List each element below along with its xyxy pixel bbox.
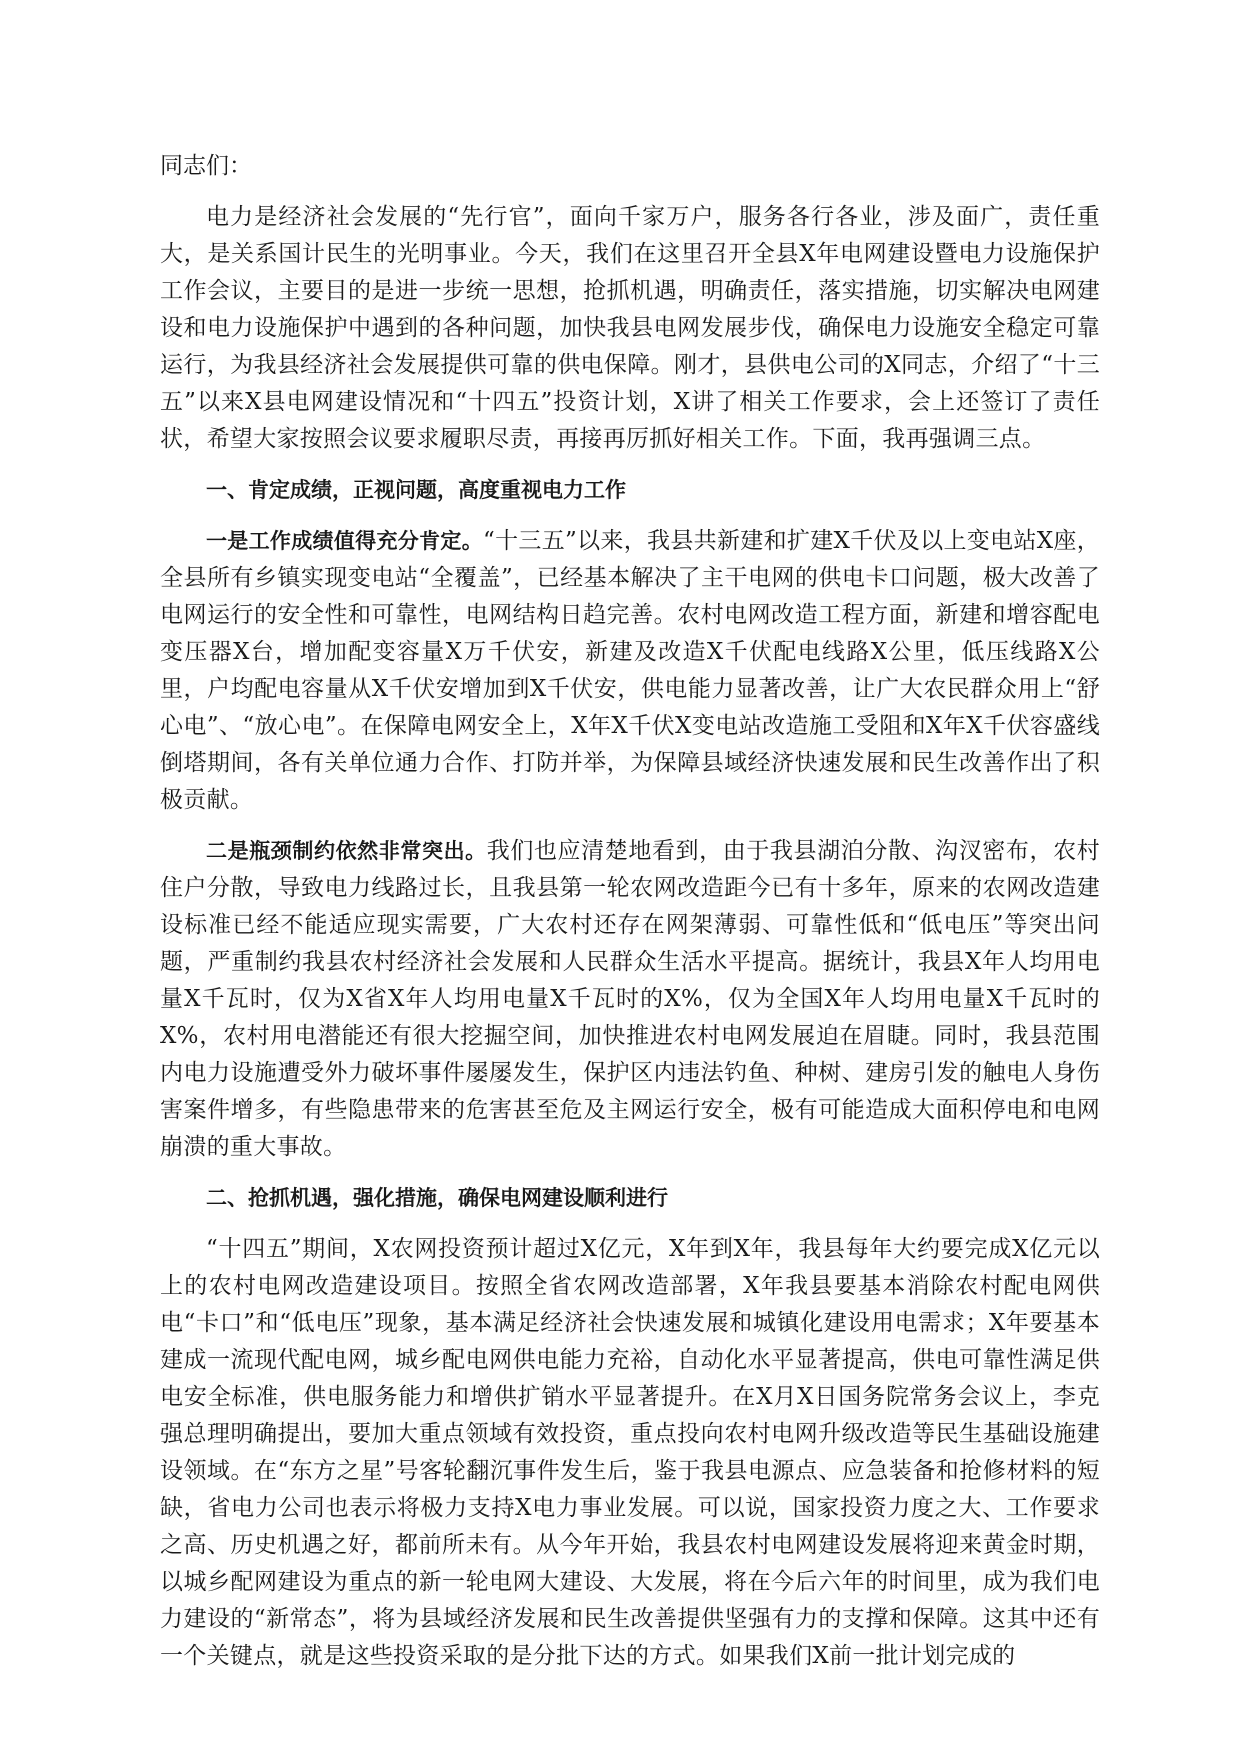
paragraph-achievements [160,523,1100,819]
paragraph-body: “十三五”以来，我县共新建和扩建X千伏及以上变电站X座，全县所有乡镇实现变电站“全覆盖”，已经基本解决了主干电网的供电卡口问题，极大改善了电网运行的安全性和可靠性，电网结构日趋完善。农村电网改造工程方面，新建和增容配电变压器X台，增加配变容量X万千伏安，新建及改造X千伏配电线路X公里，低压线路X公里，户均配电容量从X千伏安增加到X千伏安，供电能力显著改善，让广大农民群众用上“舒心电”、“放心电”。在保障电网安全上，X年X千伏X变电站改造施工受阻和X年X千伏容盛线倒塔期间，各有关单位通力合作、打防并举，为保障县域经济快速发展和民生改善作出了积极贡献。 [160,528,1100,813]
intro-paragraph: 电力是经济社会发展的“先行官”，面向千家万户，服务各行各业，涉及面广，责任重大，是关系国计民生的光明事业。今天，我们在这里召开全县X年电网建设暨电力设施保护工作会议，主要目的是进一步统一思想，抢抓机遇，明确责任，落实措施，切实解决电网建设和电力设施保护中遇到的各种问题，加快我县电网发展步伐，确保电力设施安全稳定可靠运行，为我县经济社会发展提供可靠的供电保障。刚才，县供电公司的X同志，介绍了“十三五”以来X县电网建设情况和“十四五”投资计划，X讲了相关工作要求，会上还签订了责任状，希望大家按照会议要求履职尽责，再接再厉抓好相关工作。下面，我再强调三点。 [160,204,1100,452]
paragraph-lead: 一是工作成绩值得充分肯定。 [206,529,484,553]
paragraph-body: 我们也应清楚地看到，由于我县湖泊分散、沟汊密布，农村住户分散，导致电力线路过长，且我县第一轮农网改造距今已有十多年，原来的农网改造建设标准已经不能适应现实需要，广大农村还存在网架薄弱、可靠性低和“低电压”等突出问题，严重制约我县农村经济社会发展和人民群众生活水平提高。据统计，我县X年人均用电量X千瓦时，仅为X省X年人均用电量X千瓦时的X%，仅为全国X年人均用电量X千瓦时的X%，农村用电潜能还有很大挖掘空间，加快推进农村电网发展迫在眉睫。同时，我县范围内电力设施遭受外力破坏事件屡屡发生，保护区内违法钓鱼、种树、建房引发的触电人身伤害案件增多，有些隐患带来的危害甚至危及主网运行安全，极有可能造成大面积停电和电网崩溃的重大事故。 [160,838,1100,1160]
section-heading-1: 一、肯定成绩，正视问题，高度重视电力工作 [206,478,626,502]
salutation: 同志们： [160,153,252,179]
paragraph-bottlenecks [160,833,1100,1166]
paragraph-lead: 二是瓶颈制约依然非常突出。 [206,839,487,863]
document-body [160,148,1100,1689]
paragraph-opportunity: “十四五”期间，X农网投资预计超过X亿元，X年到X年，我县每年大约要完成X亿元以上的农村电网改造建设项目。按照全省农网改造部署，X年我县要基本消除农村配电网供电“卡口”和“低电压”现象，基本满足经济社会快速发展和城镇化建设用电需求；X年要基本建成一流现代配电网，城乡配电网供电能力充裕，自动化水平显著提高，供电可靠性满足供电安全标准，供电服务能力和增供扩销水平显著提升。在X月X日国务院常务会议上，李克强总理明确提出，要加大重点领域有效投资，重点投向农村电网升级改造等民生基础设施建设领域。在“东方之星”号客轮翻沉事件发生后，鉴于我县电源点、应急装备和抢修材料的短缺，省电力公司也表示将极力支持X电力事业发展。可以说，国家投资力度之大、工作要求之高、历史机遇之好，都前所未有。从今年开始，我县农村电网建设发展将迎来黄金时期，以城乡配网建设为重点的新一轮电网大建设、大发展，将在今后六年的时间里，成为我们电力建设的“新常态”，将为县域经济发展和民生改善提供坚强有力的支撑和保障。这其中还有一个关键点，就是这些投资采取的是分批下达的方式。如果我们X前一批计划完成的 [160,1236,1100,1669]
section-heading-2: 二、抢抓机遇，强化措施，确保电网建设顺利进行 [206,1186,668,1210]
